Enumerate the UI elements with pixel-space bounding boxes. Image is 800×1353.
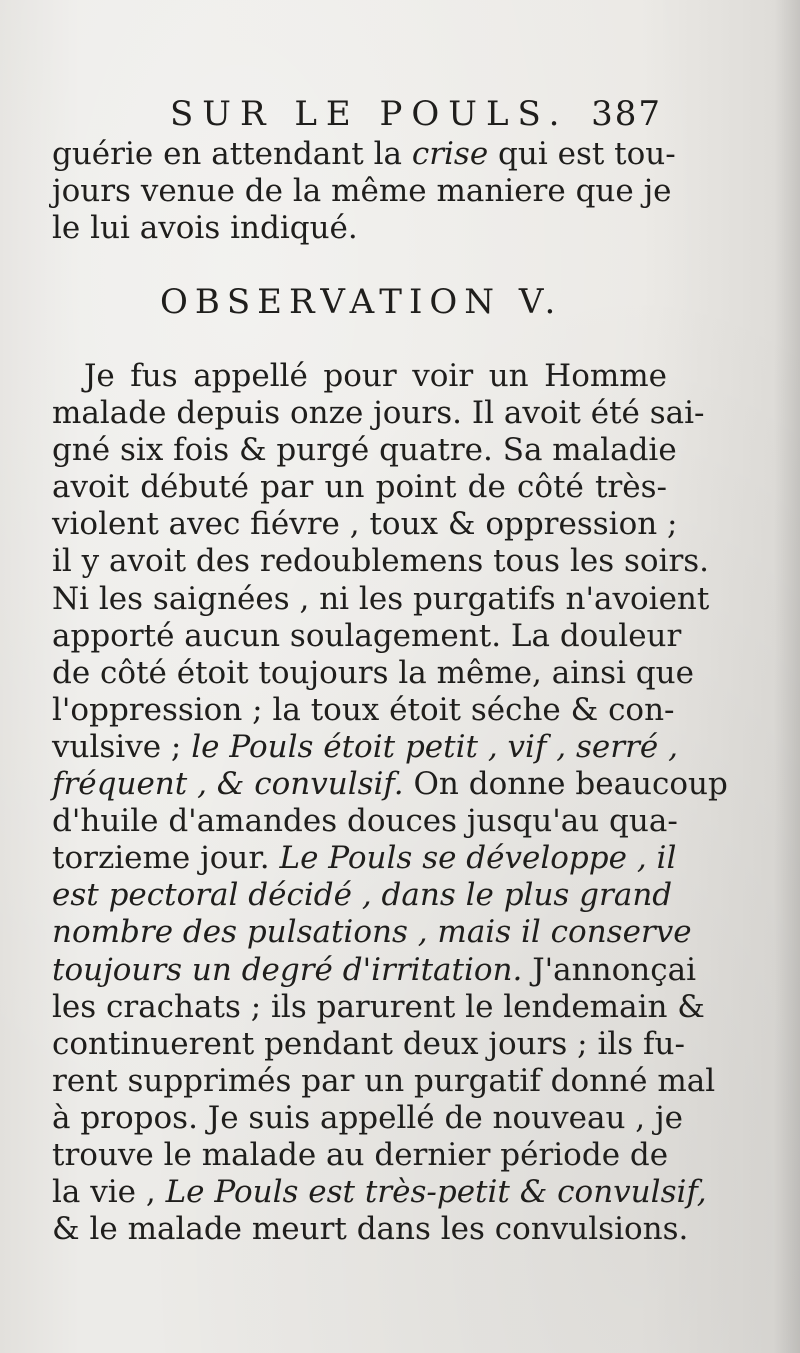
- text-line: trouve le malade au dernier période de: [52, 1136, 669, 1173]
- italic-phrase: fréquent , & convulsif.: [52, 766, 404, 803]
- text-line: la vie , Le Pouls est très-petit & convulsif,: [52, 1174, 707, 1211]
- text-line: & le malade meurt dans les convulsions.: [52, 1211, 689, 1248]
- italic-phrase: le Pouls étoit petit , vif , serré ,: [191, 728, 678, 765]
- page-number: 387: [591, 94, 662, 134]
- italic-phrase: Le Pouls se développe , il: [279, 840, 677, 877]
- text-line: d'huile d'amandes douces jusqu'au qua-: [52, 803, 678, 840]
- text-line: fréquent , & convulsif. On donne beaucoup: [52, 766, 728, 803]
- text-line: continuerent pendant deux jours ; ils fu-: [52, 1025, 685, 1062]
- text-line: l'oppression ; la toux étoit séche & con-: [52, 691, 675, 728]
- text-line: torzieme jour. Le Pouls se développe , il: [52, 840, 677, 877]
- text-line: malade depuis onze jours. Il avoit été sai-: [52, 395, 705, 432]
- text-line: jours venue de la même maniere que je: [52, 173, 672, 210]
- text-line: Ni les saignées , ni les purgatifs n'avoient: [52, 580, 710, 617]
- text-line: toujours un degré d'irritation. J'annonçai: [52, 951, 696, 988]
- italic-phrase: nombre des pulsations , mais il conserve: [52, 914, 692, 951]
- text-line: [52, 877, 673, 914]
- text-line: il y avoit des redoublemens tous les soirs.: [52, 543, 710, 580]
- text-line: avoit débuté par un point de côté très-: [52, 469, 667, 506]
- text-line: Je fus appellé pour voir un Homme: [84, 358, 667, 394]
- text-line: guérie en attendant la crise qui est tou-: [52, 136, 676, 172]
- text-line: rent supprimés par un purgatif donné mal: [52, 1062, 716, 1099]
- observation-paragraph: [52, 358, 728, 1248]
- italic-phrase: Le Pouls est très-petit & convulsif,: [165, 1174, 707, 1211]
- top-text: [52, 136, 676, 248]
- text-line: violent avec fiévre , toux & oppression ;: [52, 506, 678, 543]
- page-edge-shadow: [774, 0, 800, 1353]
- italic-phrase: est pectoral décidé , dans le plus grand: [52, 877, 673, 914]
- text-line: apporté aucun soulagement. La douleur: [52, 617, 682, 654]
- italic-word: crise: [411, 136, 489, 172]
- text-line: vulsive ; le Pouls étoit petit , vif , serré ,: [52, 728, 678, 765]
- section-heading: OBSERVATION V.: [160, 282, 563, 322]
- page-header: [170, 88, 670, 138]
- text-line: les crachats ; ils parurent le lendemain &: [52, 988, 705, 1025]
- text-line: gné six fois & purgé quatre. Sa maladie: [52, 432, 677, 469]
- text-line: à propos. Je suis appellé de nouveau , je: [52, 1099, 683, 1136]
- running-head: SUR LE POULS.: [170, 94, 569, 134]
- text-line: [52, 914, 692, 951]
- text-line: le lui avois indiqué.: [52, 210, 358, 247]
- text-line: de côté étoit toujours la même, ainsi que: [52, 654, 694, 691]
- italic-phrase: toujours un degré d'irritation.: [52, 951, 523, 988]
